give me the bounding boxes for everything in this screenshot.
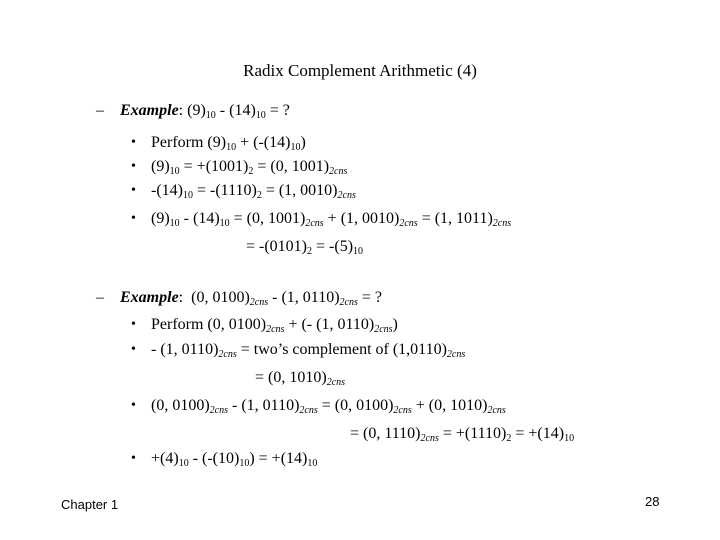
line-nine-binary: $(9)_{10} = +(1001)_2 = (0$, $1001)_{2cns}$: [151, 158, 348, 177]
line-fourteen-binary: $-(14)_{10} = -(1110)_2 = (1$, $0010)_{2cns}$: [151, 182, 356, 201]
line-decimal-check: $+(4)_{10} - (-(10)_{10}) = +(14)_{10}$: [151, 450, 318, 469]
line-result-decimal: = $-(0101)_2 = -(5)_{10}$: [246, 238, 364, 257]
line-twos-complement-value: = (0, $1010)_{2cns}$: [255, 369, 346, 388]
bullet-marker: •: [131, 317, 136, 332]
bullet-marker: •: [131, 342, 136, 357]
example-1-text: $(9)_{10} - (14)_{10}$ = ?: [187, 102, 290, 121]
bullet-marker: •: [131, 135, 136, 150]
bullet-marker: •: [131, 183, 136, 198]
example-1-heading: Example: $(9)_{10} - (14)_{10}$ = ?: [120, 102, 290, 121]
dash-marker: –: [96, 289, 104, 306]
bullet-marker: •: [131, 211, 136, 226]
example-2-heading: Example: (0, $0100)_{2cns} - (1$, $0110)_{2cns}$ = ?: [120, 289, 382, 308]
example-2-text: (0, $0100)_{2cns} - (1$, $0110)_{2cns}$ = ?: [191, 289, 382, 308]
bullet-marker: •: [131, 159, 136, 174]
page-number: 28: [645, 494, 660, 509]
example-label: Example: [120, 102, 179, 119]
chapter-label: Chapter 1: [61, 497, 119, 512]
bullet-marker: •: [131, 451, 136, 466]
line-twos-complement: - (1, $0110)_{2cns}$ = two’s complement of $(1,0110)_{2cns}$: [151, 341, 466, 360]
line-perform-1: Perform $(9)_{10} + (-(14)_{10})$: [151, 134, 306, 153]
slide-title: Radix Complement Arithmetic (4): [243, 61, 477, 80]
dash-marker: –: [96, 102, 104, 119]
line-result-2: = (0, $1110)_{2cns} = +(1110)_2 = +(14)_{10}$: [350, 425, 575, 444]
line-perform-2: Perform (0, $0100)_{2cns}$ + (- (1, $0110)_{2cns}$): [151, 316, 398, 335]
example-label: Example: [120, 289, 179, 306]
line-subtraction-2: (0, $0100)_{2cns} - (1$, $0110)_{2cns} = (0$, $0100)_{2cns} + (0$, $1010)_{2cns}$: [151, 397, 506, 416]
bullet-marker: •: [131, 398, 136, 413]
line-subtraction-result: $(9)_{10} - (14)_{10} = (0$, $1001)_{2cns} + (1$, $0010)_{2cns} = (1$, $1011)_{2cns}$: [151, 210, 512, 229]
